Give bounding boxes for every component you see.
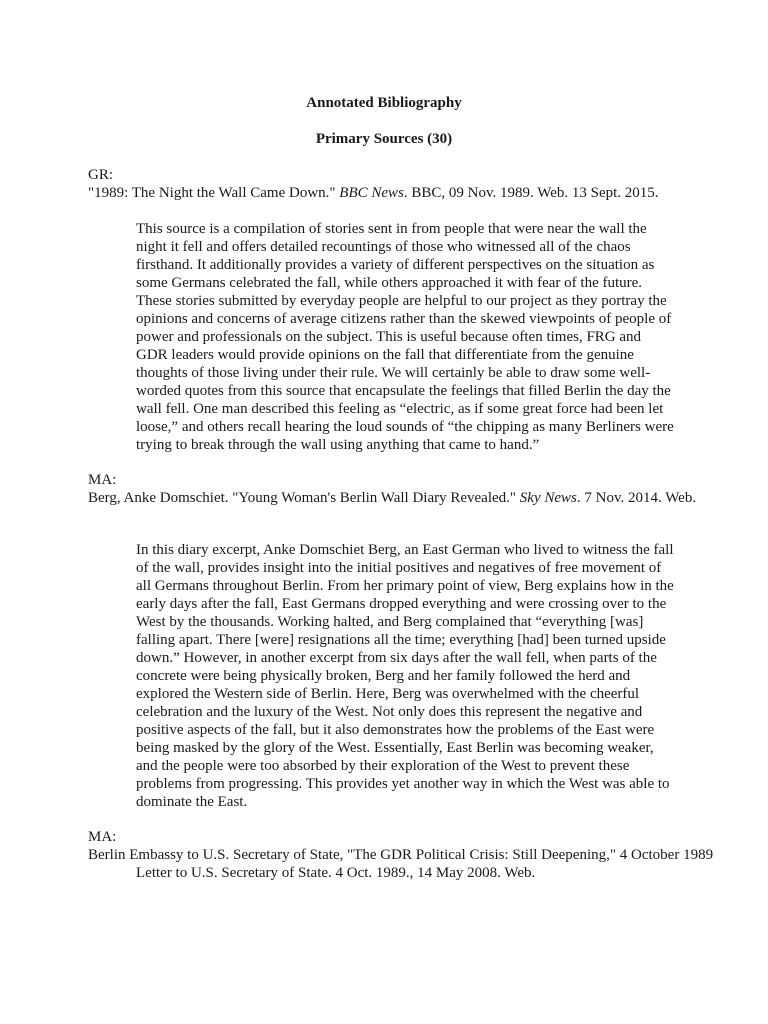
annotation-line: and the people were too absorbed by their exploration of the West to prevent these — [136, 758, 630, 774]
annotation-line: West by the thousands. Working halted, and Berg complained that “everything [was] — [136, 614, 644, 630]
annotation-line: problems from progressing. This provides yet another way in which the West was able to — [136, 776, 670, 792]
citation — [88, 489, 736, 507]
citation — [88, 846, 736, 882]
annotation-line: being masked by the glory of the West. Essentially, East Berlin was becoming weaker, — [136, 740, 654, 756]
citation-post: . 7 Nov. 2014. Web. — [576, 490, 697, 506]
citation-pre: Berg, Anke Domschiet. "Young Woman's Berlin Wall Diary Revealed." — [88, 490, 520, 506]
annotation-line: wall fell. One man described this feeling as “electric, as if some great force had been let — [136, 401, 664, 417]
annotation-line: dominate the East. — [136, 794, 248, 810]
annotation-line: This source is a compilation of stories sent in from people that were near the wall the — [136, 221, 647, 237]
annotation-line: all Germans throughout Berlin. From her primary point of view, Berg explains how in the — [136, 578, 674, 594]
citation-source: BBC News — [339, 185, 404, 201]
citation — [88, 184, 736, 202]
annotation-line: early days after the fall, East Germans dropped everything and were crossing over to the — [136, 596, 667, 612]
annotation-line: of the wall, provides insight into the initial positives and negatives of free movement of — [136, 560, 662, 576]
citation-source: Sky News — [519, 490, 577, 506]
citation-pre: "1989: The Night the Wall Came Down." — [88, 185, 340, 201]
annotation-line: night it fell and offers detailed recountings of those who witnessed all of the chaos — [136, 239, 631, 255]
entry-label: MA: — [88, 829, 117, 845]
annotation-line: trying to break through the wall using anything that came to hand.” — [136, 437, 540, 453]
annotation-line: power and professionals on the subject. This is useful because often times, FRG and — [136, 329, 642, 345]
annotation-line: concrete were being physically broken, Berg and her family followed the herd and — [136, 668, 631, 684]
citation-pre: Berlin Embassy to U.S. Secretary of State, "The GDR Political Crisis: Still Deepening," 4 October 1989 Letter to U.S. Secretary of State. 4 Oct. 1989., 14 May 2008. Web. — [88, 847, 714, 881]
annotation-line: thoughts of those living under their rule. We will certainly be able to draw some well- — [136, 365, 651, 381]
document-subtitle: Primary Sources (30) — [315, 131, 453, 147]
annotation-line: some Germans celebrated the fall, while others approached it with fear of the future. — [136, 275, 643, 291]
annotation-line: down.” However, in another excerpt from six days after the wall fell, when parts of the — [136, 650, 657, 666]
annotation-line: GDR leaders would provide opinions on the fall that differentiate from the genuine — [136, 347, 634, 363]
annotation-line: falling apart. There [were] resignations all the time; everything [had] been turned upside — [136, 632, 666, 648]
entry-label: GR: — [88, 167, 114, 183]
annotation-line: positive aspects of the fall, but it also demonstrates how the problems of the East were — [136, 722, 655, 738]
annotation-line: worded quotes from this source that encapsulate the feelings that filled Berlin the day the — [136, 383, 671, 399]
annotation-line: These stories submitted by everyday people are helpful to our project as they portray the — [136, 293, 667, 309]
annotation-line: celebration and the luxury of the West. Not only does this represent the negative and — [136, 704, 643, 720]
annotation-paragraph — [136, 541, 682, 811]
annotation-line: In this diary excerpt, Anke Domschiet Berg, an East German who lived to witness the fall — [136, 542, 674, 558]
annotation-line: explored the Western side of Berlin. Here, Berg was overwhelmed with the cheerful — [136, 686, 640, 702]
document-title: Annotated Bibliography — [306, 95, 462, 111]
citation-post: . BBC, 09 Nov. 1989. Web. 13 Sept. 2015. — [403, 185, 659, 201]
annotation-line: opinions and concerns of average citizens rather than the skewed viewpoints of people of — [136, 311, 672, 327]
annotation-paragraph — [136, 220, 682, 454]
entry-label: MA: — [88, 472, 117, 488]
annotation-line: firsthand. It additionally provides a variety of different perspectives on the situation as — [136, 257, 655, 273]
annotation-line: loose,” and others recall hearing the loud sounds of “the chipping as many Berliners were — [136, 419, 674, 435]
